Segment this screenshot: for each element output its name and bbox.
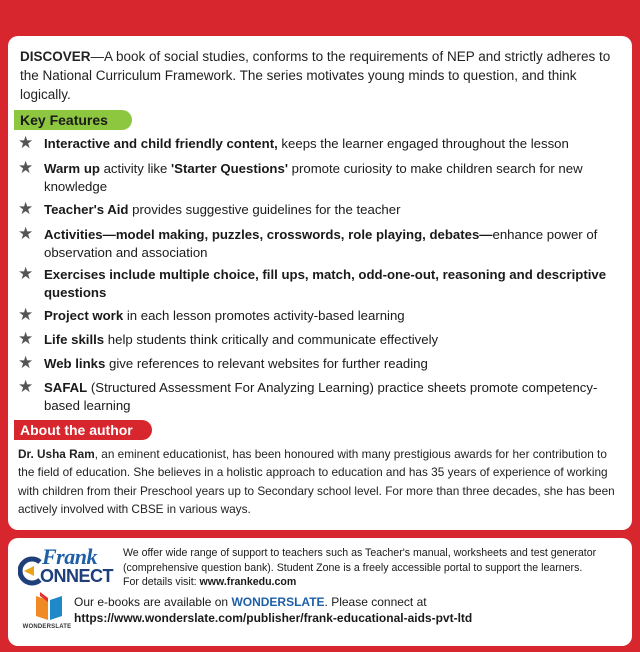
star-bullet-icon: ★	[18, 199, 34, 218]
author-text: , an eminent educationist, has been honoured with many prestigious awards for her contribution to the field of education. She believes in a holistic approach to education and has 35 years of experience of working with children from their Preschool years up to Secondary school level. For more than three decades, she has been actively involved with CBSE in various ways.	[18, 447, 615, 516]
details-link[interactable]: www.frankedu.com	[199, 576, 297, 588]
details-label: For details visit:	[123, 576, 200, 588]
feature-bold: Warm up	[44, 161, 100, 176]
author-name: Dr. Usha Ram	[18, 447, 95, 461]
star-bullet-icon: ★	[18, 158, 34, 177]
support-description: We offer wide range of support to teachers such as Teacher's manual, worksheets and test generator (comprehensive question bank). Student Zone is a freely accessible portal to support the learners.	[123, 547, 597, 574]
star-bullet-icon: ★	[18, 329, 34, 348]
about-author-heading: About the author	[14, 420, 152, 440]
feature-text: in each lesson promotes activity-based learning	[123, 308, 405, 323]
star-bullet-icon: ★	[18, 305, 34, 324]
connect-logo-text: ONNECT	[40, 566, 113, 586]
ebooks-after: . Please connect at	[324, 595, 427, 609]
ebooks-lead: Our e-books are available on	[74, 595, 232, 609]
feature-text: help students think critically and communicate effectively	[104, 332, 439, 347]
feature-text: enhance power of observation and association	[44, 227, 598, 260]
feature-text: promote curiosity to make children search for new knowledge	[44, 161, 583, 194]
feature-text: keeps the learner engaged throughout the lesson	[277, 136, 569, 151]
feature-text: (Structured Assessment For Analyzing Learning) practice sheets promote competency-based learning	[44, 380, 598, 413]
feature-bold: Web links	[44, 356, 106, 371]
frank-logo-text: Frank	[42, 544, 97, 569]
star-bullet-icon: ★	[18, 264, 34, 283]
feature-bold: Activities—model making, puzzles, crosswords, role playing, debates—	[44, 227, 493, 242]
star-bullet-icon: ★	[18, 353, 34, 372]
intro-paragraph	[20, 47, 620, 104]
intro-text: —A book of social studies, conforms to the requirements of NEP and strictly adheres to the National Curriculum Framework. The series motivates young minds to question, and think logically.	[20, 49, 611, 102]
key-features-heading: Key Features	[14, 110, 132, 130]
support-text	[123, 546, 628, 590]
wonderslate-logo-label: WONDERSLATE	[22, 624, 72, 630]
wonderslate-logo-icon	[32, 592, 66, 622]
ebooks-link[interactable]: https://www.wonderslate.com/publisher/frank-educational-aids-pvt-ltd	[74, 611, 473, 625]
feature-bold: Life skills	[44, 332, 105, 347]
feature-bold: SAFAL	[44, 380, 88, 395]
ebooks-brand: WONDERSLATE	[231, 595, 325, 609]
feature-bold: Interactive and child friendly content,	[44, 136, 278, 151]
star-bullet-icon: ★	[18, 133, 34, 152]
intro-lead: DISCOVER	[20, 49, 91, 64]
feature-text: provides suggestive guidelines for the teacher	[128, 202, 401, 217]
star-bullet-icon: ★	[18, 224, 34, 243]
ebooks-text	[74, 594, 624, 626]
author-paragraph	[18, 445, 622, 518]
star-bullet-icon: ★	[18, 377, 34, 396]
feature-bold: Project work	[44, 308, 124, 323]
feature-bold: Teacher's Aid	[44, 202, 129, 217]
feature-bold: Exercises include multiple choice, fill ups, match, odd-one-out, reasoning and descriptive questions	[44, 267, 607, 300]
feature-text: activity like	[99, 161, 172, 176]
feature-bold: 'Starter Questions'	[171, 161, 288, 176]
feature-text: give references to relevant websites for further reading	[105, 356, 428, 371]
